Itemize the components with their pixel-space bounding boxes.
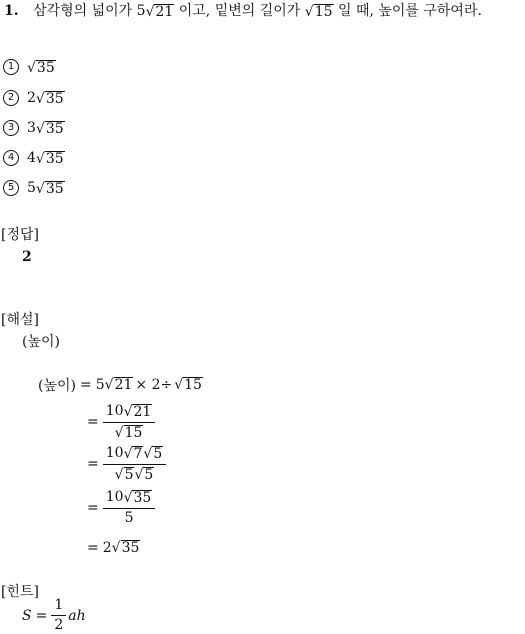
solution-line-4: = 10 √ 35 5 [87, 490, 155, 526]
question-text-before: 삼각형의 넓이가 5 [33, 3, 146, 19]
question [4, 4, 482, 20]
solution-lhs: (높이) [38, 378, 76, 394]
choice-marker: 4 [3, 150, 19, 166]
question-text-middle: 이고, 밑변의 길이가 [174, 3, 305, 19]
choice-3[interactable]: 3 3 √ 35 [3, 120, 65, 137]
choice-marker: 1 [3, 59, 19, 75]
solution-line-1: (높이) = 5 √ 21 × 2÷ √ 15 [38, 377, 202, 394]
hint-label: [힌트] [1, 584, 39, 600]
choice-marker: 5 [3, 180, 19, 196]
choice-1[interactable]: 1 √ 35 [3, 59, 56, 76]
fraction: $\frac{1}{2}$ [51, 598, 66, 634]
answer-label: [정답] [1, 227, 39, 243]
sqrt-base: √ 15 [304, 4, 333, 20]
question-text-after: 일 때, 높이를 구하여라. [333, 3, 482, 19]
choice-4[interactable]: 4 4 √ 35 [3, 150, 65, 167]
answer-value: 2 [22, 249, 32, 265]
fraction: 10 √ 35 5 [103, 490, 156, 526]
sqrt-area: √ 21 [145, 4, 174, 20]
question-number: 1. [4, 3, 19, 19]
choice-marker: 2 [3, 90, 19, 106]
choice-2[interactable]: 2 2 √ 35 [3, 90, 65, 107]
choice-5[interactable]: 5 5 √ 35 [3, 180, 65, 197]
solution-line-2: = 10 √ 21 √ 15 [87, 404, 155, 440]
solution-line-5: = 2 √ 35 [87, 540, 140, 557]
choice-marker: 3 [3, 120, 19, 136]
solution-label: [해설] [1, 312, 39, 328]
fraction: 10 √ 7 √ 5 √ 5 √ 5 [103, 446, 167, 482]
hint-formula: S = $\frac{1}{2}$ ah [22, 597, 86, 634]
fraction: 10 √ 21 √ 15 [103, 404, 156, 440]
solution-line-3: = 10 √ 7 √ 5 √ 5 √ 5 [87, 446, 166, 482]
solution-intro: (높이) [22, 334, 60, 350]
